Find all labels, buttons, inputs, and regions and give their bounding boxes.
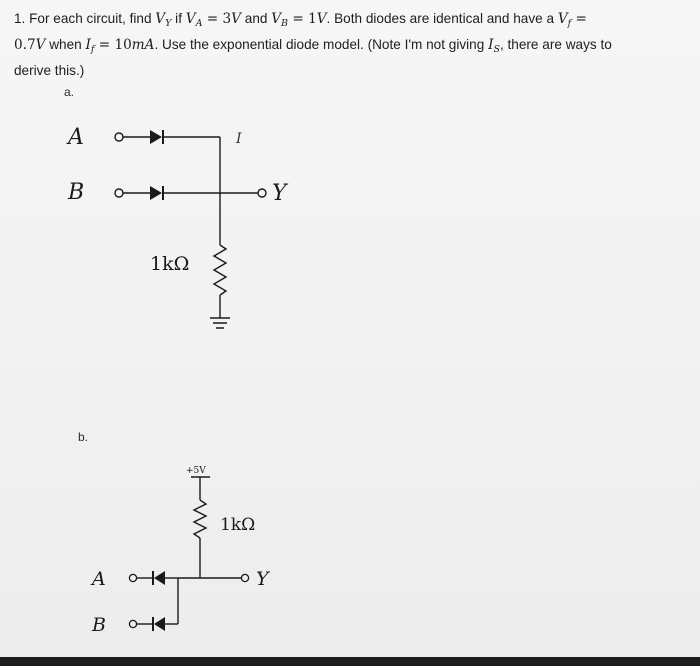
resistor-a-label: 1kΩ xyxy=(150,253,190,275)
resistor-b-label: 1kΩ xyxy=(220,515,256,535)
math-unit-v: V xyxy=(231,11,241,27)
math-va: V xyxy=(185,11,196,27)
math-unit-v: V xyxy=(316,11,327,27)
input-b-b-label: B xyxy=(92,614,106,636)
math-is-subscript: S xyxy=(493,44,500,55)
resistor-b xyxy=(194,500,206,538)
diode-b-b xyxy=(153,617,165,631)
terminal-b-b xyxy=(129,620,136,627)
question-text-segment: when xyxy=(45,37,86,52)
diode-a-b xyxy=(153,571,165,585)
bottom-edge xyxy=(0,657,700,666)
output-y-b-label: Y xyxy=(256,568,269,590)
input-a-label: A xyxy=(68,125,84,150)
math-vf-value: 0.7 xyxy=(14,37,36,53)
math-va-subscript: A xyxy=(195,18,203,29)
question-number: 1. xyxy=(14,11,26,26)
math-vb-subscript: B xyxy=(281,18,289,29)
math-equals-1: = 1 xyxy=(288,11,317,27)
question-text-segment: if xyxy=(171,11,186,26)
math-unit-v: V xyxy=(35,37,46,53)
question-text-segment: , there are ways to xyxy=(499,37,612,52)
terminal-y-b xyxy=(241,574,248,581)
part-b-label: b. xyxy=(78,430,89,444)
part-a-label: a. xyxy=(64,85,75,99)
math-equals-3: = 3 xyxy=(202,11,232,27)
math-equals-10: = 10 xyxy=(94,37,132,53)
output-y-label: Y xyxy=(272,181,287,206)
supply-label: +5V xyxy=(186,466,206,476)
input-b-label: B xyxy=(68,180,85,205)
math-vy-subscript: Y xyxy=(165,18,172,29)
math-vb: V xyxy=(271,11,282,27)
terminal-a-b xyxy=(129,574,136,581)
math-if: I xyxy=(85,37,91,53)
question-text-segment: . Use the exponential diode model. (Note I'm not giving xyxy=(154,37,489,52)
question-text-segment: derive this.) xyxy=(14,63,85,78)
question-text-segment: and xyxy=(240,11,272,26)
input-a-b-label: A xyxy=(92,568,106,590)
question-text-segment: For each circuit, find xyxy=(29,11,156,26)
math-vy: V xyxy=(155,11,166,27)
math-is: I xyxy=(488,37,494,53)
question-text-segment: . Both diodes are identical and have a xyxy=(326,11,558,26)
math-unit-ma: mA xyxy=(131,37,155,53)
math-if-subscript: f xyxy=(90,44,95,55)
current-label: I xyxy=(236,131,242,147)
math-equals: = xyxy=(571,11,587,27)
math-vf-subscript: f xyxy=(567,18,572,29)
math-vf: V xyxy=(557,11,568,27)
